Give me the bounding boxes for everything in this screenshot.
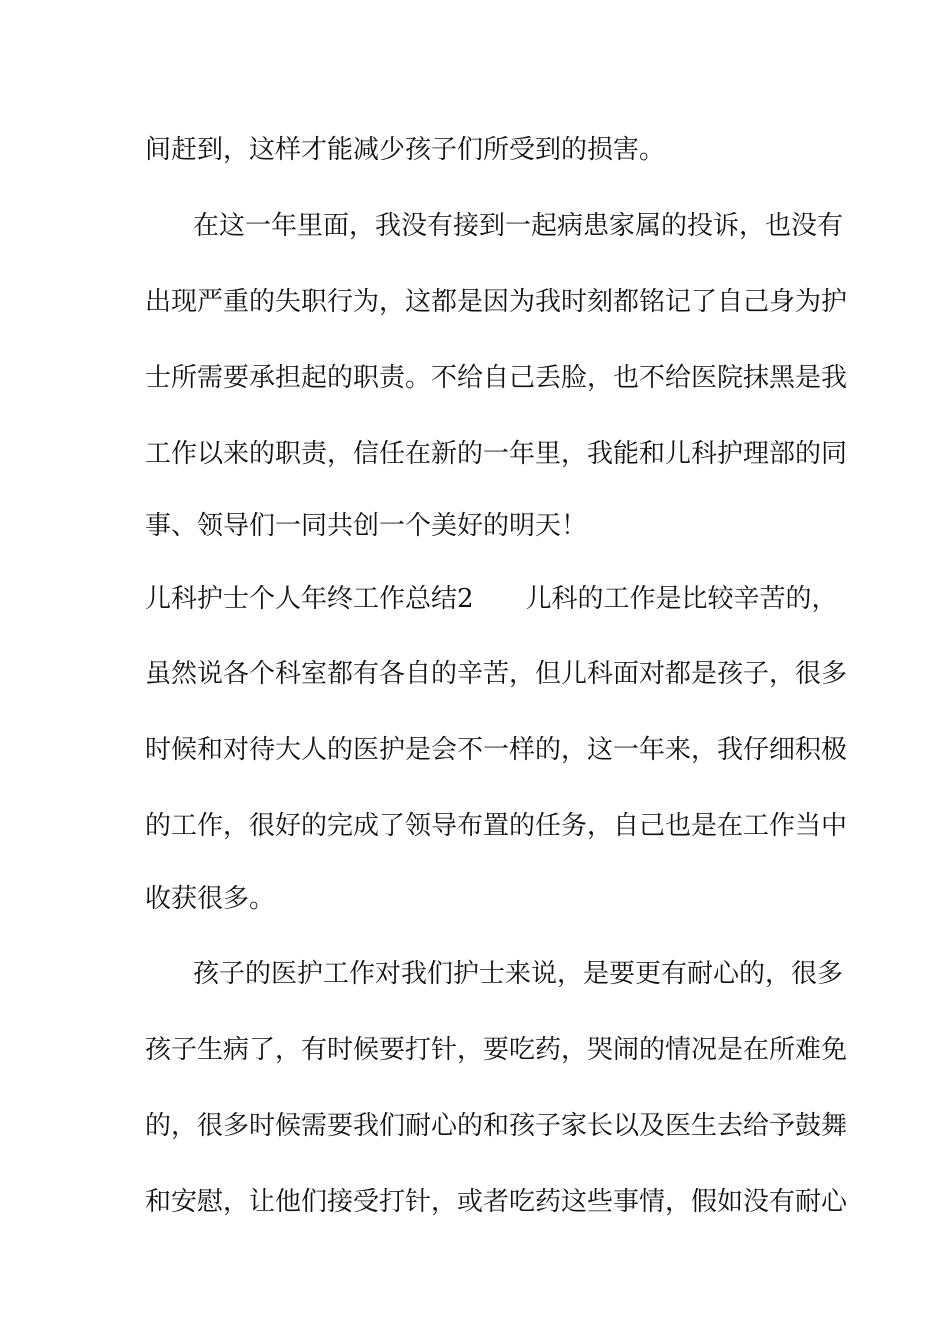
- paragraph-line: 收获很多。: [145, 884, 276, 914]
- paragraph-line: 的工作，很好的完成了领导布置的任务，自己也是在工作当中: [145, 811, 848, 841]
- paragraph-line: 在这一年里面，我没有接到一起病患家属的投诉，也没有: [193, 211, 844, 241]
- paragraph-line: 间赶到，这样才能减少孩子们所受到的损害。: [145, 135, 666, 165]
- paragraph-line: 和安慰，让他们接受打针，或者吃药这些事情，假如没有耐心: [145, 1187, 848, 1217]
- paragraph-line: 孩子生病了，有时候要打针，要吃药，哭闹的情况是在所难免: [145, 1035, 848, 1065]
- paragraph-line: 的，很多时候需要我们耐心的和孩子家长以及医生去给予鼓舞: [145, 1111, 848, 1141]
- paragraph-line: 工作以来的职责，信任在新的一年里，我能和儿科护理部的同: [145, 439, 848, 469]
- paragraph-line: 孩子的医护工作对我们护士来说，是要更有耐心的，很多: [193, 959, 844, 989]
- paragraph-line: 时候和对待大人的医护是会不一样的，这一年来，我仔细积极: [145, 735, 848, 765]
- section-heading-line: [145, 583, 838, 615]
- paragraph-line: 出现严重的失职行为，这都是因为我时刻都铭记了自己身为护: [145, 287, 848, 317]
- paragraph-line: 儿科的工作是比较辛苦的，: [525, 584, 838, 614]
- paragraph-line: 士所需要承担起的职责。不给自己丢脸，也不给医院抹黑是我: [145, 363, 848, 393]
- section-heading: 儿科护士个人年终工作总结2: [145, 584, 474, 614]
- paragraph-line: 事、领导们一同共创一个美好的明天！: [145, 511, 588, 541]
- paragraph-line: 虽然说各个科室都有各自的辛苦，但儿科面对都是孩子，很多: [145, 659, 848, 689]
